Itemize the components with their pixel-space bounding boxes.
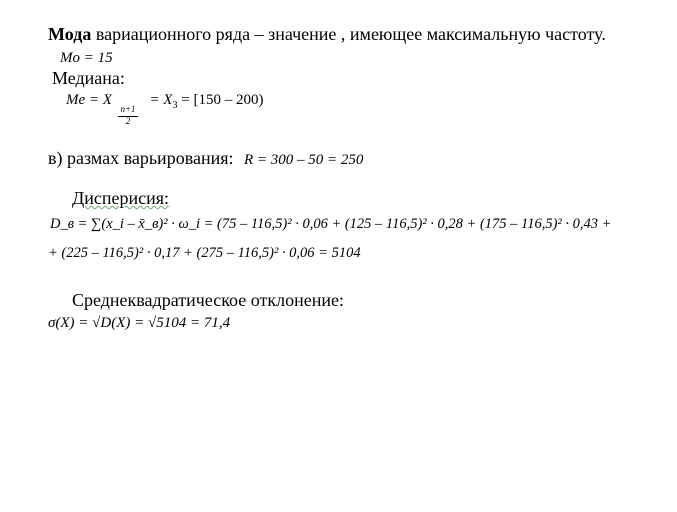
variance-formula-line2: + (225 – 116,5)² · 0,17 + (275 – 116,5)² · 0,06 = 5104: [48, 245, 361, 261]
mode-term: Мода: [48, 24, 92, 44]
median-formula: [66, 92, 263, 109]
mode-definition-text: вариационного ряда – значение , имеющее максимальную частоту.: [91, 24, 606, 44]
variance-heading: [72, 188, 169, 209]
median-rhs: = X: [149, 92, 173, 108]
mode-formula: Mo = 15: [60, 50, 113, 66]
range-label: в) размах варьирования:: [48, 148, 234, 168]
median-interval: = [150 – 200): [181, 92, 264, 108]
median-index-denominator: 2: [125, 116, 131, 126]
stddev-heading: Среднеквадратическое отклонение:: [72, 290, 344, 310]
mode-definition: [48, 24, 606, 45]
variance-formula-line1: D_в = ∑(x_i – x̄_в)² · ω_i = (75 – 116,5)² · 0,06 + (125 – 116,5)² · 0,28 + (175 – 116,5)² · 0,43 +: [50, 216, 612, 232]
median-rhs-index: 3: [172, 100, 178, 111]
stddev-formula: σ(X) = √D(X) = √5104 = 71,4: [48, 315, 231, 331]
median-heading: Медиана:: [52, 68, 125, 88]
range-formula: R = 300 – 50 = 250: [243, 152, 364, 168]
median-index-numerator: n+1: [120, 104, 136, 114]
variance-heading-text: Дисперисия:: [72, 188, 170, 208]
median-lhs: Me = X: [66, 92, 112, 108]
range-line: [48, 148, 363, 169]
